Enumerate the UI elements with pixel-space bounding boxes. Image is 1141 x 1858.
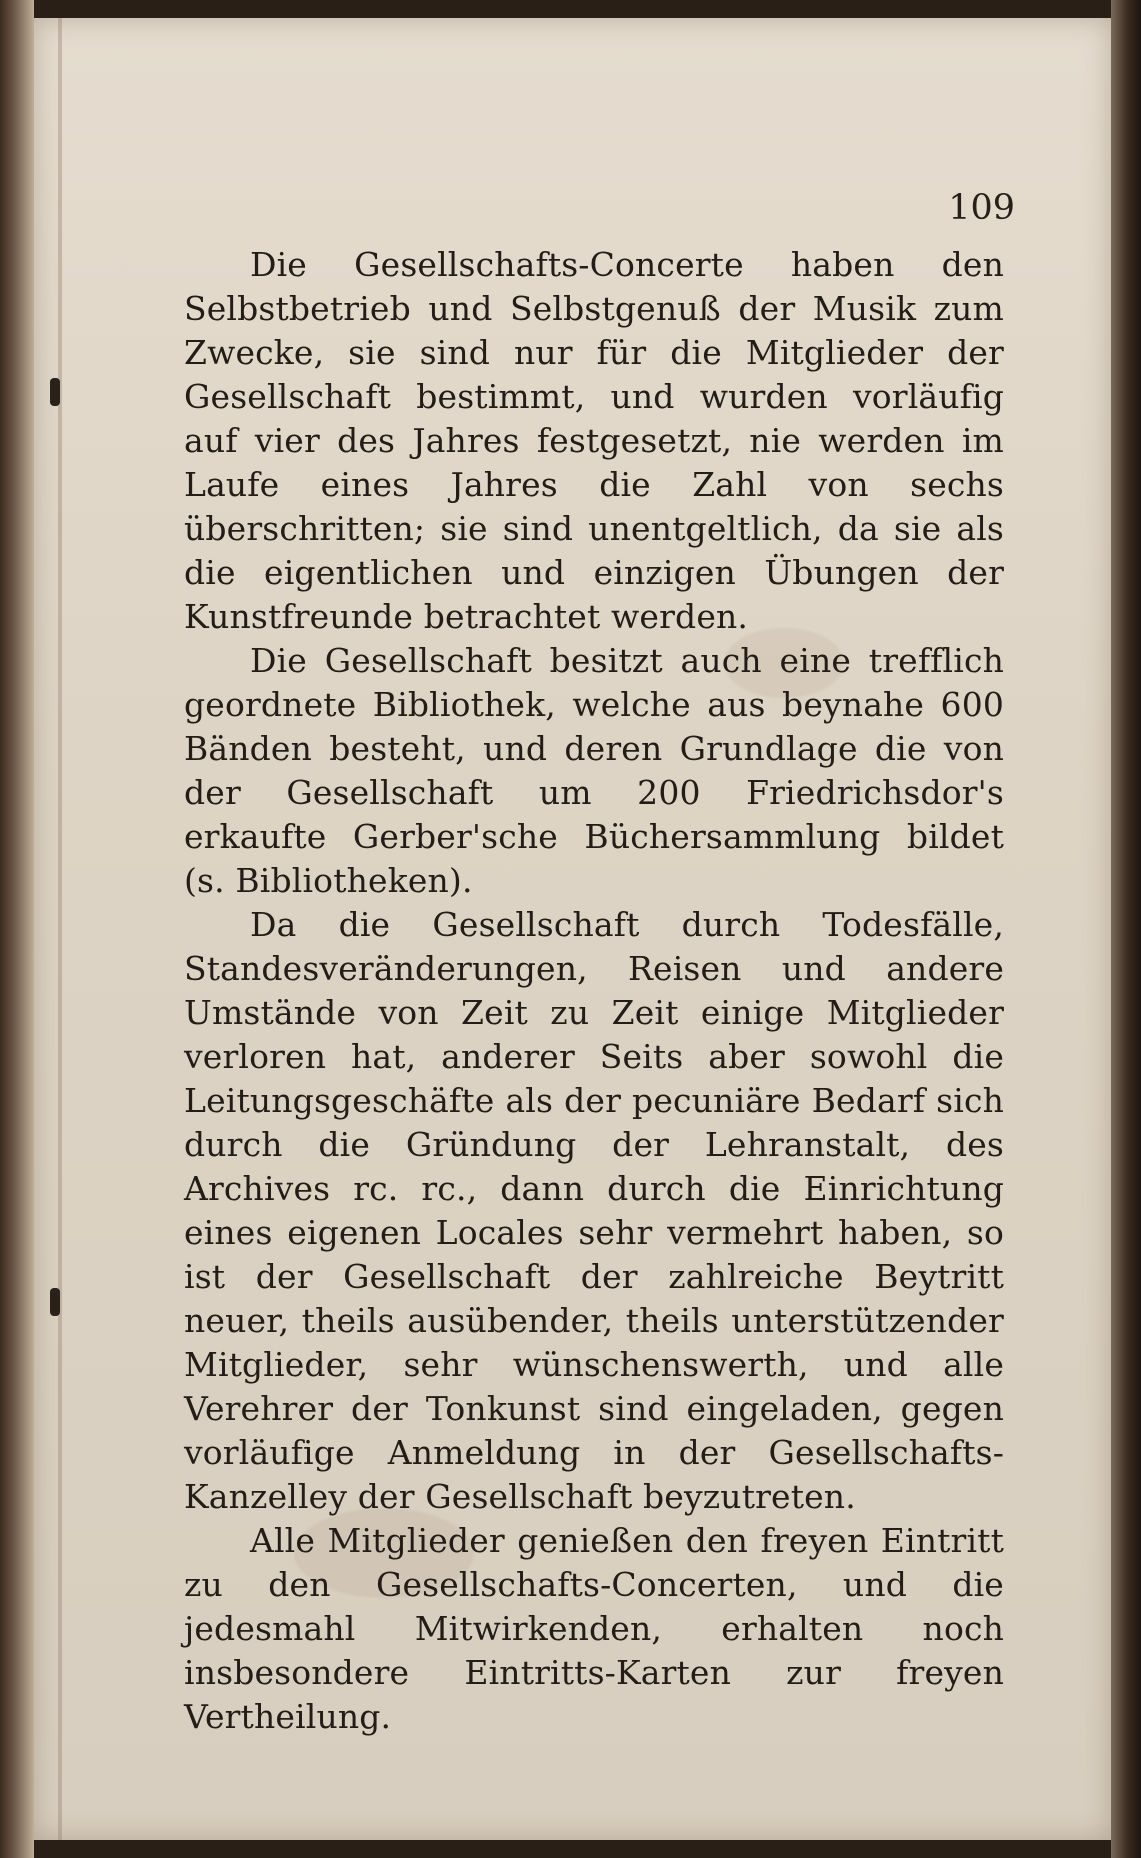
book-page	[34, 18, 1111, 1840]
page-number: 109	[948, 188, 1015, 228]
gutter-line	[58, 18, 62, 1840]
paragraph: Die Gesellschaft besitzt auch eine trefflich geordnete Bibliothek, welche aus beynahe 600 Bänden besteht, und deren Grundlage die von der Gesellschaft um 200 Friedrichsdor's erkaufte Gerber'sche Büchersammlung bildet (s. Bibliotheken).	[184, 641, 1004, 900]
book-spine-edge	[0, 0, 34, 1858]
paragraph: Da die Gesellschaft durch Todesfälle, Standesveränderungen, Reisen und andere Umstände von Zeit zu Zeit einige Mitglieder verloren hat, anderer Seits aber sowohl die Leitungsgeschäfte als der pecuniäre Bedarf sich durch die Gründung der Lehranstalt, des Archives rc. rc., dann durch die Einrichtung eines eigenen Locales sehr vermehrt haben, so ist der Gesellschaft der zahlreiche Beytritt neuer, theils ausübender, theils unterstützender Mitglieder, sehr wünschenswerth, und alle Verehrer der Tonkunst sind eingeladen, gegen vorläufige Anmeldung in der Gesellschafts-Kanzelley der Gesellschaft beyzutreten.	[184, 905, 1004, 1516]
book-page-edge	[1111, 0, 1141, 1858]
binding-mark	[50, 1288, 60, 1316]
binding-mark	[50, 378, 60, 406]
body-text	[184, 243, 1004, 1739]
paragraph: Die Gesellschafts-Concerte haben den Selbstbetrieb und Selbstgenuß der Musik zum Zwecke, sie sind nur für die Mitglieder der Gesellschaft bestimmt, und wurden vorläufig auf vier des Jahres festgesetzt, nie werden im Laufe eines Jahres die Zahl von sechs überschritten; sie sind unentgeltlich, da sie als die eigentlichen und einzigen Übungen der Kunstfreunde betrachtet werden.	[184, 245, 1004, 636]
paragraph: Alle Mitglieder genießen den freyen Eintritt zu den Gesellschafts-Concerten, und die jedesmahl Mitwirkenden, erhalten noch insbesondere Eintritts-Karten zur freyen Vertheilung.	[184, 1521, 1004, 1736]
